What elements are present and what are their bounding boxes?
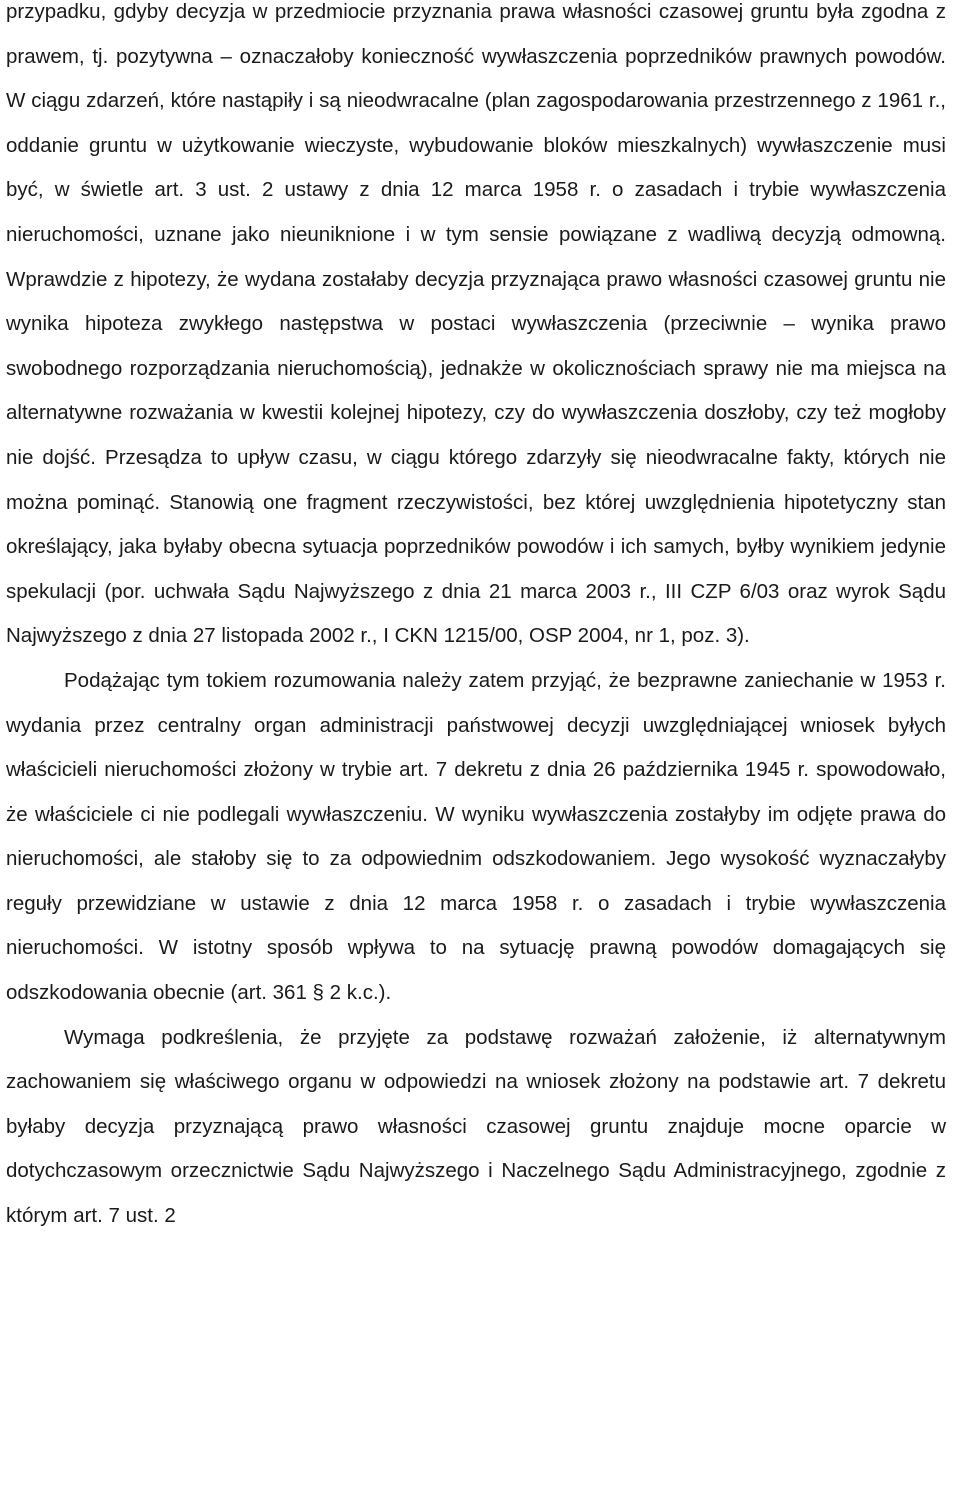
document-body xyxy=(6,0,946,1239)
paragraph-2: Podążając tym tokiem rozumowania należy zatem przyjąć, że bezprawne zaniechanie w 1953 r. wydania przez centralny organ administracji państwowej decyzji uwzględniającej wniosek byłych właścicieli nieruchomości złożony w trybie art. 7 dekretu z dnia 26 października 1945 r. spowodowało, że właściciele ci nie podlegali wywłaszczeniu. W wyniku wywłaszczenia zostałyby im odjęte prawa do nieruchomości, ale stałoby się to za odpowiednim odszkodowaniem. Jego wysokość wyznaczałyby reguły przewidziane w ustawie z dnia 12 marca 1958 r. o zasadach i trybie wywłaszczenia nieruchomości. W istotny sposób wpływa to na sytuację prawną powodów domagających się odszkodowania obecnie (art. 361 § 2 k.c.). xyxy=(6,668,946,1005)
paragraph-1: przypadku, gdyby decyzja w przedmiocie przyznania prawa własności czasowej gruntu była zgodna z prawem, tj. pozytywna – oznaczałoby konieczność wywłaszczenia poprzedników prawnych powodów. W ciągu zdarzeń, które nastąpiły i są nieodwracalne (plan zagospodarowania przestrzennego z 1961 r., oddanie gruntu w użytkowanie wieczyste, wybudowanie bloków mieszkalnych) wywłaszczenie musi być, w świetle art. 3 ust. 2 ustawy z dnia 12 marca 1958 r. o zasadach i trybie wywłaszczenia nieruchomości, uznane jako nieuniknione i w tym sensie powiązane z wadliwą decyzją odmowną. Wprawdzie z hipotezy, że wydana zostałaby decyzja przyznająca prawo własności czasowej gruntu nie wynika hipoteza zwykłego następstwa w postaci wywłaszczenia (przeciwnie – wynika prawo swobodnego rozporządzania nieruchomością), jednakże w okolicznościach sprawy nie ma miejsca na alternatywne rozważania w kwestii kolejnej hipotezy, czy do wywłaszczenia doszłoby, czy też mogłoby nie dojść. Przesądza to upływ czasu, w ciągu którego zdarzyły się nieodwracalne fakty, których nie można pominąć. Stanowią one fragment rzeczywistości, bez której uwzględnienia hipotetyczny stan określający, jaka byłaby obecna sytuacja poprzedników powodów i ich samych, byłby wynikiem jedynie spekulacji (por. uchwała Sądu Najwyższego z dnia 21 marca 2003 r., III CZP 6/03 oraz wyrok Sądu Najwyższego z dnia 27 listopada 2002 r., I CKN 1215/00, OSP 2004, nr 1, poz. 3). xyxy=(6,0,946,648)
paragraph-3: Wymaga podkreślenia, że przyjęte za podstawę rozważań założenie, iż alternatywnym zachowaniem się właściwego organu w odpowiedzi na wniosek złożony na podstawie art. 7 dekretu byłaby decyzja przyznającą prawo własności czasowej gruntu znajduje mocne oparcie w dotychczasowym orzecznictwie Sądu Najwyższego i Naczelnego Sądu Administracyjnego, zgodnie z którym art. 7 ust. 2 xyxy=(6,1025,946,1228)
